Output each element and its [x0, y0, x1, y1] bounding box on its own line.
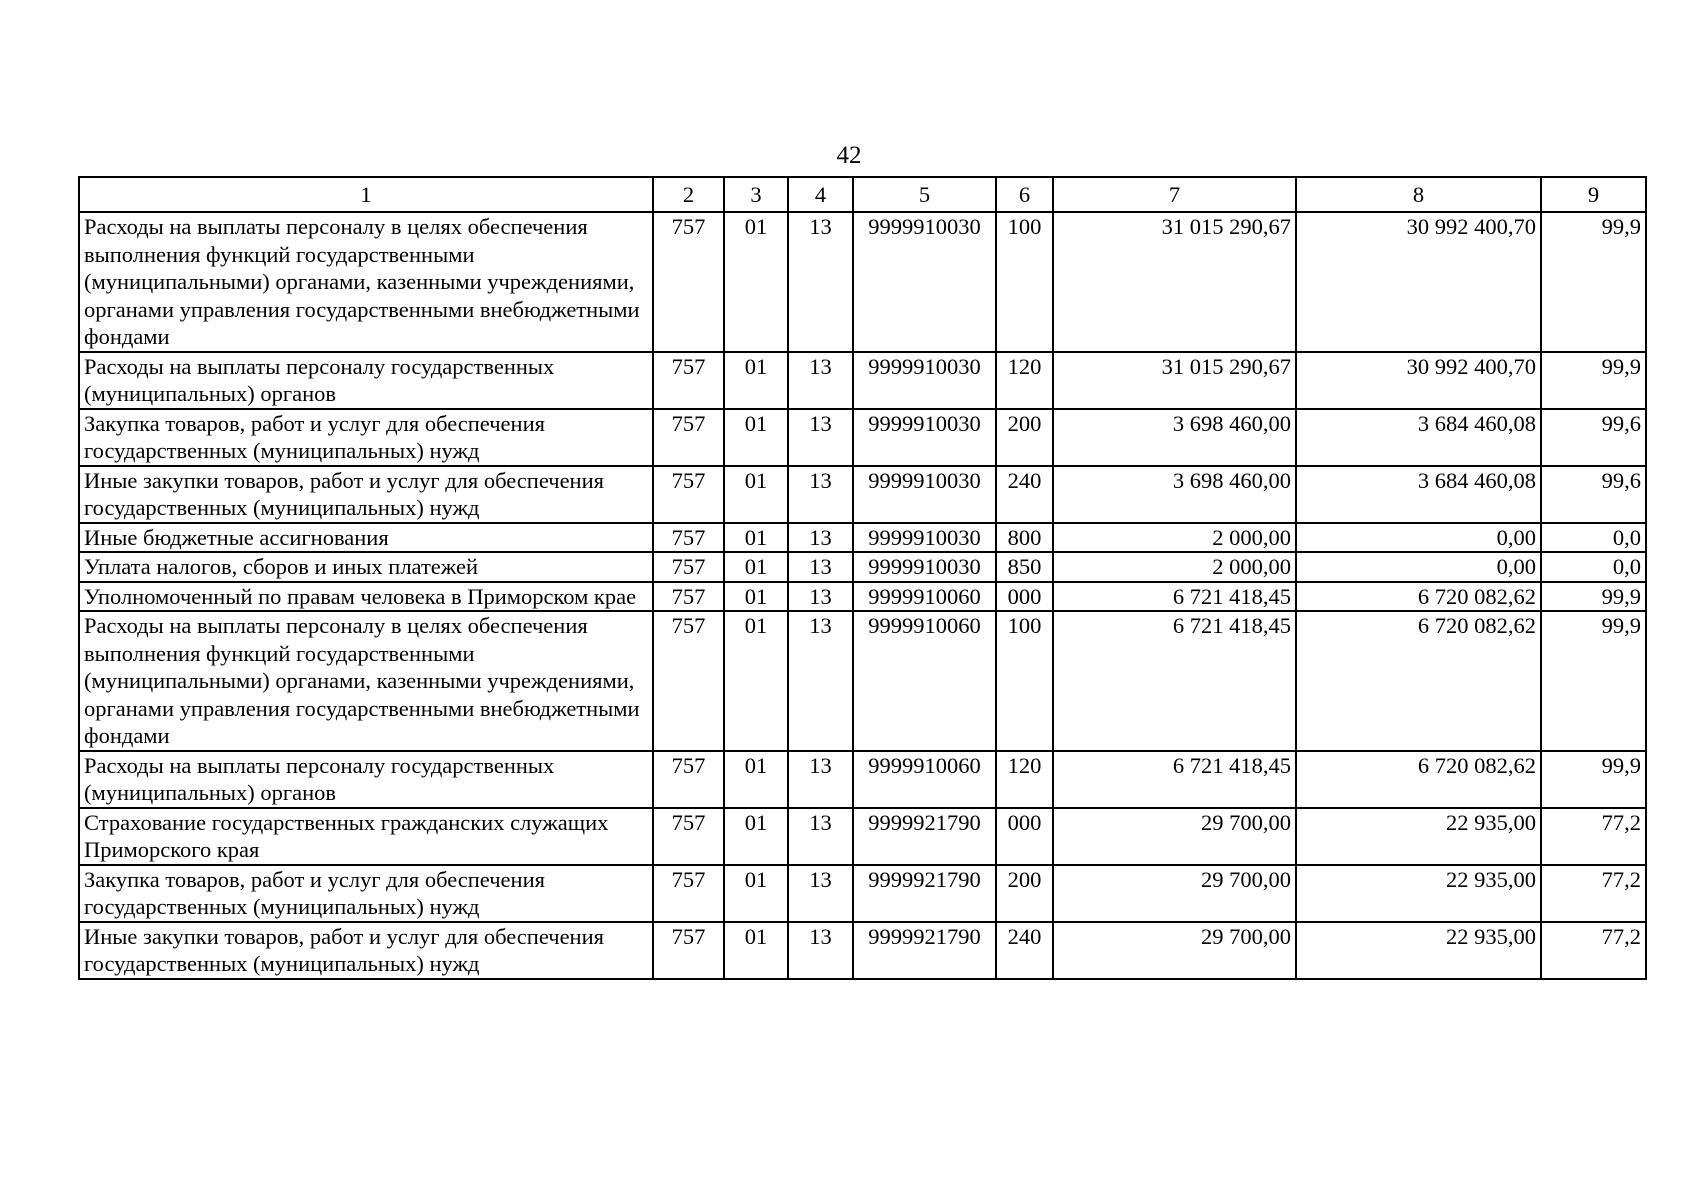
section-cell: 01	[724, 409, 788, 466]
section-cell: 01	[724, 352, 788, 409]
admin-code-cell: 757	[653, 466, 724, 523]
planned-amount-cell: 29 700,00	[1053, 808, 1296, 865]
target-article-cell: 9999921790	[853, 922, 996, 979]
row-name-cell: Расходы на выплаты персоналу государственных (муниципальных) органов	[79, 751, 653, 808]
admin-code-cell: 757	[653, 611, 724, 751]
expense-type-cell: 120	[996, 352, 1053, 409]
subsection-cell: 13	[788, 808, 853, 865]
execution-percent-cell: 77,2	[1541, 808, 1646, 865]
column-header: 7	[1053, 177, 1296, 212]
row-name-cell: Уполномоченный по правам человека в Приморском крае	[79, 582, 653, 612]
subsection-cell: 13	[788, 922, 853, 979]
expense-type-cell: 100	[996, 212, 1053, 352]
executed-amount-cell: 0,00	[1296, 552, 1541, 582]
admin-code-cell: 757	[653, 922, 724, 979]
target-article-cell: 9999910060	[853, 751, 996, 808]
section-cell: 01	[724, 808, 788, 865]
executed-amount-cell: 0,00	[1296, 523, 1541, 553]
column-header: 8	[1296, 177, 1541, 212]
subsection-cell: 13	[788, 352, 853, 409]
expense-type-cell: 850	[996, 552, 1053, 582]
section-cell: 01	[724, 865, 788, 922]
table-row	[79, 808, 1646, 865]
row-name-cell: Иные закупки товаров, работ и услуг для обеспечения государственных (муниципальных) нужд	[79, 466, 653, 523]
planned-amount-cell: 6 721 418,45	[1053, 611, 1296, 751]
table-row	[79, 523, 1646, 553]
executed-amount-cell: 6 720 082,62	[1296, 611, 1541, 751]
execution-percent-cell: 99,9	[1541, 751, 1646, 808]
column-header: 2	[653, 177, 724, 212]
row-name-cell: Иные закупки товаров, работ и услуг для обеспечения государственных (муниципальных) нужд	[79, 922, 653, 979]
section-cell: 01	[724, 523, 788, 553]
row-name-cell: Расходы на выплаты персоналу государственных (муниципальных) органов	[79, 352, 653, 409]
planned-amount-cell: 31 015 290,67	[1053, 212, 1296, 352]
execution-percent-cell: 99,9	[1541, 582, 1646, 612]
executed-amount-cell: 30 992 400,70	[1296, 352, 1541, 409]
row-name-cell: Иные бюджетные ассигнования	[79, 523, 653, 553]
table-row	[79, 352, 1646, 409]
planned-amount-cell: 2 000,00	[1053, 523, 1296, 553]
expense-type-cell: 120	[996, 751, 1053, 808]
subsection-cell: 13	[788, 611, 853, 751]
target-article-cell: 9999921790	[853, 808, 996, 865]
subsection-cell: 13	[788, 523, 853, 553]
table-row	[79, 552, 1646, 582]
page-number: 42	[836, 142, 862, 169]
expense-type-cell: 240	[996, 922, 1053, 979]
expense-type-cell: 200	[996, 865, 1053, 922]
subsection-cell: 13	[788, 552, 853, 582]
admin-code-cell: 757	[653, 808, 724, 865]
executed-amount-cell: 22 935,00	[1296, 922, 1541, 979]
row-name-cell: Уплата налогов, сборов и иных платежей	[79, 552, 653, 582]
admin-code-cell: 757	[653, 523, 724, 553]
admin-code-cell: 757	[653, 865, 724, 922]
planned-amount-cell: 3 698 460,00	[1053, 409, 1296, 466]
planned-amount-cell: 29 700,00	[1053, 865, 1296, 922]
section-cell: 01	[724, 552, 788, 582]
execution-percent-cell: 99,6	[1541, 466, 1646, 523]
executed-amount-cell: 22 935,00	[1296, 865, 1541, 922]
subsection-cell: 13	[788, 751, 853, 808]
admin-code-cell: 757	[653, 212, 724, 352]
executed-amount-cell: 3 684 460,08	[1296, 409, 1541, 466]
subsection-cell: 13	[788, 865, 853, 922]
expense-type-cell: 100	[996, 611, 1053, 751]
row-name-cell: Расходы на выплаты персоналу в целях обеспечения выполнения функций государственными (муниципальными) органами, казенными учреждениями, органами управления государственными внебюджетными фондами	[79, 611, 653, 751]
subsection-cell: 13	[788, 466, 853, 523]
table-row	[79, 922, 1646, 979]
execution-percent-cell: 99,6	[1541, 409, 1646, 466]
expense-type-cell: 240	[996, 466, 1053, 523]
executed-amount-cell: 6 720 082,62	[1296, 751, 1541, 808]
header-row	[79, 177, 1646, 212]
target-article-cell: 9999910030	[853, 466, 996, 523]
target-article-cell: 9999910030	[853, 523, 996, 553]
planned-amount-cell: 2 000,00	[1053, 552, 1296, 582]
column-header: 6	[996, 177, 1053, 212]
subsection-cell: 13	[788, 409, 853, 466]
section-cell: 01	[724, 611, 788, 751]
column-header: 4	[788, 177, 853, 212]
execution-percent-cell: 77,2	[1541, 922, 1646, 979]
section-cell: 01	[724, 922, 788, 979]
table-row	[79, 611, 1646, 751]
section-cell: 01	[724, 212, 788, 352]
admin-code-cell: 757	[653, 552, 724, 582]
expense-type-cell: 800	[996, 523, 1053, 553]
execution-percent-cell: 0,0	[1541, 552, 1646, 582]
executed-amount-cell: 30 992 400,70	[1296, 212, 1541, 352]
admin-code-cell: 757	[653, 352, 724, 409]
table-row	[79, 865, 1646, 922]
table-row	[79, 582, 1646, 612]
row-name-cell: Закупка товаров, работ и услуг для обеспечения государственных (муниципальных) нужд	[79, 409, 653, 466]
table-row	[79, 212, 1646, 352]
executed-amount-cell: 6 720 082,62	[1296, 582, 1541, 612]
target-article-cell: 9999921790	[853, 865, 996, 922]
row-name-cell: Закупка товаров, работ и услуг для обеспечения государственных (муниципальных) нужд	[79, 865, 653, 922]
expense-type-cell: 000	[996, 808, 1053, 865]
target-article-cell: 9999910030	[853, 552, 996, 582]
budget-table	[78, 176, 1647, 980]
table-row	[79, 409, 1646, 466]
executed-amount-cell: 3 684 460,08	[1296, 466, 1541, 523]
subsection-cell: 13	[788, 582, 853, 612]
planned-amount-cell: 31 015 290,67	[1053, 352, 1296, 409]
execution-percent-cell: 99,9	[1541, 352, 1646, 409]
row-name-cell: Расходы на выплаты персоналу в целях обеспечения выполнения функций государственными (муниципальными) органами, казенными учреждениями, органами управления государственными внебюджетными фондами	[79, 212, 653, 352]
planned-amount-cell: 3 698 460,00	[1053, 466, 1296, 523]
target-article-cell: 9999910030	[853, 352, 996, 409]
column-header: 1	[79, 177, 653, 212]
column-header: 5	[853, 177, 996, 212]
planned-amount-cell: 6 721 418,45	[1053, 751, 1296, 808]
target-article-cell: 9999910060	[853, 582, 996, 612]
section-cell: 01	[724, 466, 788, 523]
column-header: 3	[724, 177, 788, 212]
subsection-cell: 13	[788, 212, 853, 352]
row-name-cell: Страхование государственных гражданских служащих Приморского края	[79, 808, 653, 865]
admin-code-cell: 757	[653, 751, 724, 808]
target-article-cell: 9999910030	[853, 212, 996, 352]
execution-percent-cell: 0,0	[1541, 523, 1646, 553]
execution-percent-cell: 99,9	[1541, 212, 1646, 352]
section-cell: 01	[724, 751, 788, 808]
admin-code-cell: 757	[653, 409, 724, 466]
admin-code-cell: 757	[653, 582, 724, 612]
table-row	[79, 466, 1646, 523]
execution-percent-cell: 77,2	[1541, 865, 1646, 922]
table-row	[79, 751, 1646, 808]
target-article-cell: 9999910030	[853, 409, 996, 466]
expense-type-cell: 000	[996, 582, 1053, 612]
target-article-cell: 9999910060	[853, 611, 996, 751]
column-header: 9	[1541, 177, 1646, 212]
execution-percent-cell: 99,9	[1541, 611, 1646, 751]
planned-amount-cell: 29 700,00	[1053, 922, 1296, 979]
expense-type-cell: 200	[996, 409, 1053, 466]
section-cell: 01	[724, 582, 788, 612]
executed-amount-cell: 22 935,00	[1296, 808, 1541, 865]
planned-amount-cell: 6 721 418,45	[1053, 582, 1296, 612]
table-body	[79, 212, 1646, 979]
